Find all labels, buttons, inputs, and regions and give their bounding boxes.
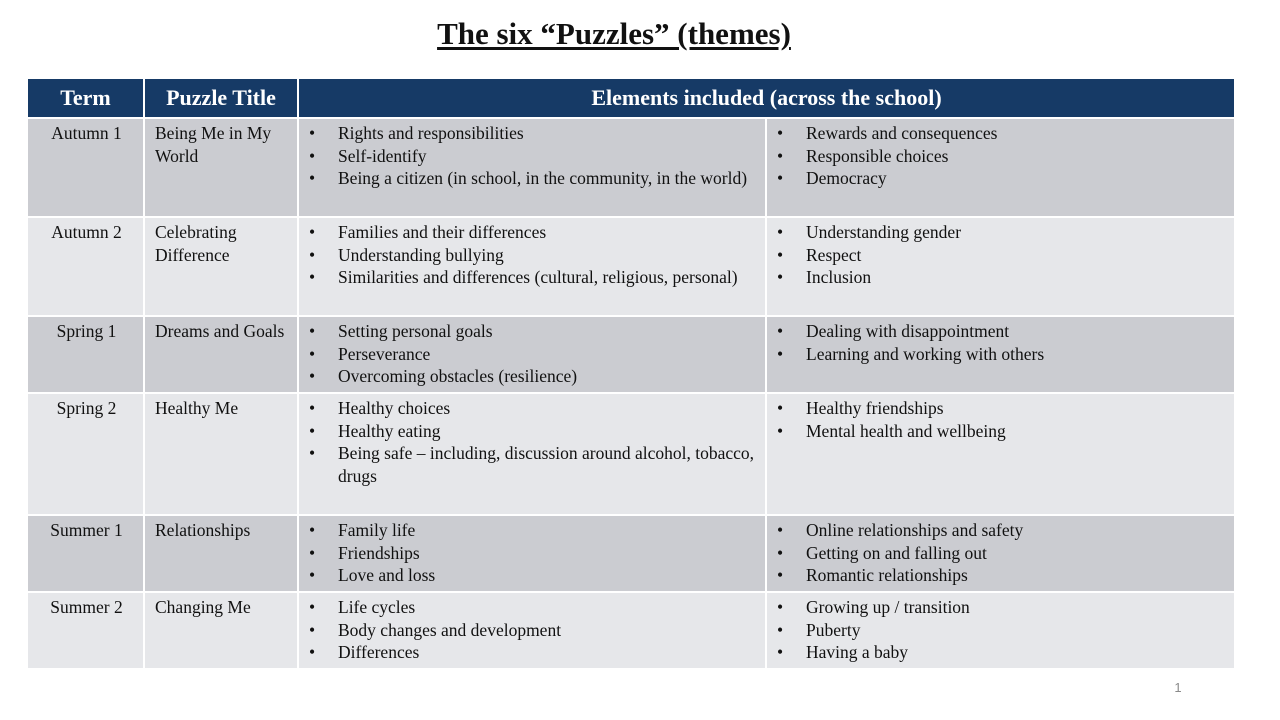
list-item: • Growing up / transition bbox=[777, 596, 1226, 619]
elements-right-cell bbox=[766, 393, 1234, 515]
term-cell: Summer 1 bbox=[28, 515, 144, 592]
elements-right-cell bbox=[766, 118, 1234, 217]
puzzle-title-cell: Being Me in My World bbox=[144, 118, 298, 217]
list-item: • Democracy bbox=[777, 167, 1226, 190]
list-item: • Rewards and consequences bbox=[777, 122, 1226, 145]
table-row bbox=[28, 592, 1234, 669]
table-header-row bbox=[28, 79, 1234, 118]
list-item: • Overcoming obstacles (resilience) bbox=[309, 365, 757, 388]
elements-left-cell bbox=[298, 393, 766, 515]
list-item: • Healthy eating bbox=[309, 420, 757, 443]
list-item: • Having a baby bbox=[777, 641, 1226, 664]
term-cell: Spring 2 bbox=[28, 393, 144, 515]
puzzle-title-cell: Changing Me bbox=[144, 592, 298, 669]
page-title: The six “Puzzles” (themes) bbox=[437, 16, 791, 51]
list-item: • Getting on and falling out bbox=[777, 542, 1226, 565]
list-item: • Being safe – including, discussion around alcohol, tobacco, drugs bbox=[309, 442, 757, 487]
list-item: • Perseverance bbox=[309, 343, 757, 366]
list-item: • Puberty bbox=[777, 619, 1226, 642]
list-item: • Inclusion bbox=[777, 266, 1226, 289]
list-item: • Learning and working with others bbox=[777, 343, 1226, 366]
list-item: • Healthy friendships bbox=[777, 397, 1226, 420]
elements-right-cell bbox=[766, 592, 1234, 669]
elements-left-cell bbox=[298, 217, 766, 316]
elements-left-cell bbox=[298, 118, 766, 217]
puzzle-title-cell: Healthy Me bbox=[144, 393, 298, 515]
list-item: • Similarities and differences (cultural, religious, personal) bbox=[309, 266, 757, 289]
table-row bbox=[28, 118, 1234, 217]
elements-right-cell bbox=[766, 316, 1234, 393]
puzzle-title-cell: Relationships bbox=[144, 515, 298, 592]
page-number: 1 bbox=[1174, 680, 1182, 695]
puzzles-table bbox=[28, 79, 1234, 670]
list-item: • Healthy choices bbox=[309, 397, 757, 420]
list-item: • Responsible choices bbox=[777, 145, 1226, 168]
list-item: • Understanding gender bbox=[777, 221, 1226, 244]
header-term: Term bbox=[28, 79, 144, 118]
list-item: • Self-identify bbox=[309, 145, 757, 168]
table-row bbox=[28, 515, 1234, 592]
table-row bbox=[28, 217, 1234, 316]
elements-left-cell bbox=[298, 515, 766, 592]
list-item: • Differences bbox=[309, 641, 757, 664]
header-elements: Elements included (across the school) bbox=[298, 79, 1234, 118]
elements-right-cell bbox=[766, 515, 1234, 592]
table-row bbox=[28, 393, 1234, 515]
table-row bbox=[28, 316, 1234, 393]
list-item: • Setting personal goals bbox=[309, 320, 757, 343]
puzzle-title-cell: Celebrating Difference bbox=[144, 217, 298, 316]
list-item: • Respect bbox=[777, 244, 1226, 267]
list-item: • Being a citizen (in school, in the community, in the world) bbox=[309, 167, 757, 190]
list-item: • Mental health and wellbeing bbox=[777, 420, 1226, 443]
term-cell: Spring 1 bbox=[28, 316, 144, 393]
puzzle-title-cell: Dreams and Goals bbox=[144, 316, 298, 393]
elements-left-cell bbox=[298, 592, 766, 669]
list-item: • Friendships bbox=[309, 542, 757, 565]
term-cell: Autumn 2 bbox=[28, 217, 144, 316]
list-item: • Understanding bullying bbox=[309, 244, 757, 267]
list-item: • Love and loss bbox=[309, 564, 757, 587]
list-item: • Body changes and development bbox=[309, 619, 757, 642]
list-item: • Family life bbox=[309, 519, 757, 542]
list-item: • Dealing with disappointment bbox=[777, 320, 1226, 343]
list-item: • Romantic relationships bbox=[777, 564, 1226, 587]
list-item: • Rights and responsibilities bbox=[309, 122, 757, 145]
elements-right-cell bbox=[766, 217, 1234, 316]
header-puzzle-title: Puzzle Title bbox=[144, 79, 298, 118]
term-cell: Summer 2 bbox=[28, 592, 144, 669]
list-item: • Life cycles bbox=[309, 596, 757, 619]
list-item: • Online relationships and safety bbox=[777, 519, 1226, 542]
list-item: • Families and their differences bbox=[309, 221, 757, 244]
elements-left-cell bbox=[298, 316, 766, 393]
term-cell: Autumn 1 bbox=[28, 118, 144, 217]
